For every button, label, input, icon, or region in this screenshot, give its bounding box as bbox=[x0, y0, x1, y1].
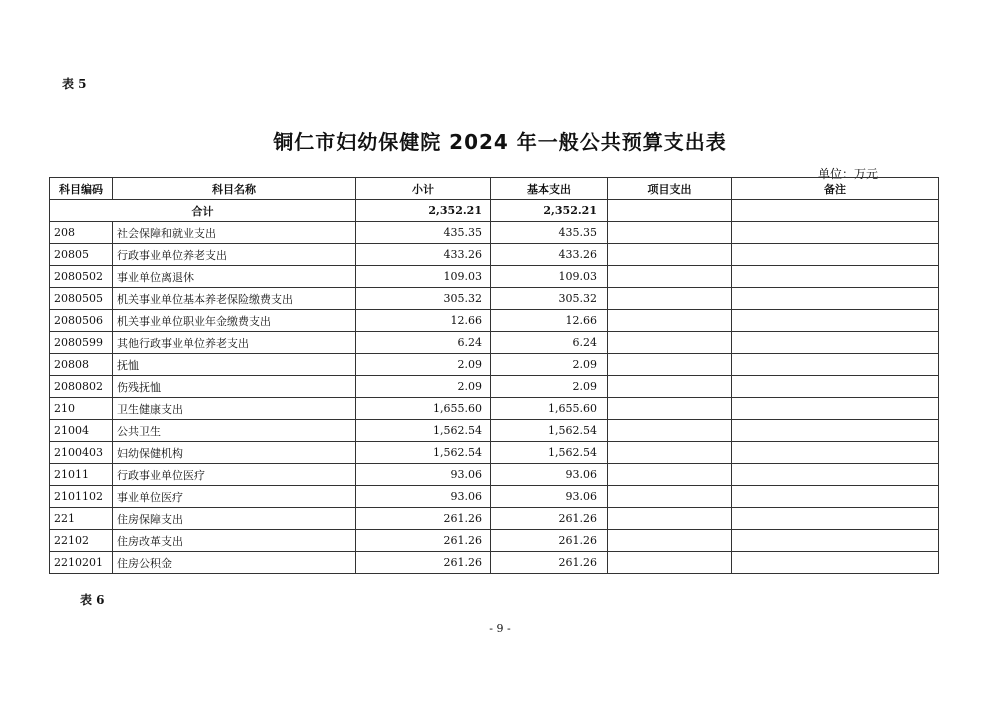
row-project bbox=[608, 244, 732, 266]
unit-label: 单位：万元 bbox=[818, 167, 879, 181]
row-basic: 305.32 bbox=[491, 288, 608, 310]
row-subtotal: 6.24 bbox=[356, 332, 491, 354]
row-project bbox=[608, 464, 732, 486]
row-basic: 109.03 bbox=[491, 266, 608, 288]
table-row bbox=[50, 222, 939, 244]
budget-expenditure-table bbox=[49, 177, 939, 574]
row-subtotal: 433.26 bbox=[356, 244, 491, 266]
row-remark bbox=[732, 508, 939, 530]
row-basic: 93.06 bbox=[491, 486, 608, 508]
row-project bbox=[608, 442, 732, 464]
row-project bbox=[608, 222, 732, 244]
row-basic: 435.35 bbox=[491, 222, 608, 244]
row-basic: 12.66 bbox=[491, 310, 608, 332]
total-remark bbox=[732, 200, 939, 222]
col-header-basic: 基本支出 bbox=[491, 178, 608, 200]
col-header-subtotal: 小计 bbox=[356, 178, 491, 200]
row-subtotal: 1,655.60 bbox=[356, 398, 491, 420]
row-name: 行政事业单位医疗 bbox=[113, 464, 356, 486]
table-number-label: 表 5 bbox=[62, 77, 87, 91]
table-row bbox=[50, 464, 939, 486]
row-project bbox=[608, 266, 732, 288]
document-title: 铜仁市妇幼保健院 2024 年一般公共预算支出表 bbox=[273, 130, 727, 154]
row-remark bbox=[732, 530, 939, 552]
row-name: 机关事业单位基本养老保险缴费支出 bbox=[113, 288, 356, 310]
total-row bbox=[50, 200, 939, 222]
col-header-name: 科目名称 bbox=[113, 178, 356, 200]
row-subtotal: 261.26 bbox=[356, 530, 491, 552]
row-code: 20808 bbox=[50, 354, 113, 376]
row-basic: 2.09 bbox=[491, 376, 608, 398]
row-basic: 1,655.60 bbox=[491, 398, 608, 420]
row-subtotal: 12.66 bbox=[356, 310, 491, 332]
row-name: 住房改革支出 bbox=[113, 530, 356, 552]
row-name: 抚恤 bbox=[113, 354, 356, 376]
row-project bbox=[608, 376, 732, 398]
row-name: 住房保障支出 bbox=[113, 508, 356, 530]
col-header-code: 科目编码 bbox=[50, 178, 113, 200]
row-project bbox=[608, 332, 732, 354]
row-remark bbox=[732, 464, 939, 486]
row-remark bbox=[732, 332, 939, 354]
row-project bbox=[608, 552, 732, 574]
row-code: 2080599 bbox=[50, 332, 113, 354]
total-label: 合计 bbox=[50, 200, 356, 222]
row-subtotal: 2.09 bbox=[356, 354, 491, 376]
row-project bbox=[608, 354, 732, 376]
row-name: 妇幼保健机构 bbox=[113, 442, 356, 464]
row-name: 公共卫生 bbox=[113, 420, 356, 442]
table-row bbox=[50, 486, 939, 508]
row-name: 机关事业单位职业年金缴费支出 bbox=[113, 310, 356, 332]
row-remark bbox=[732, 222, 939, 244]
table-row bbox=[50, 530, 939, 552]
table-row bbox=[50, 420, 939, 442]
table-row bbox=[50, 398, 939, 420]
col-header-project: 项目支出 bbox=[608, 178, 732, 200]
row-name: 事业单位医疗 bbox=[113, 486, 356, 508]
row-basic: 93.06 bbox=[491, 464, 608, 486]
table-row bbox=[50, 244, 939, 266]
row-subtotal: 435.35 bbox=[356, 222, 491, 244]
row-code: 21011 bbox=[50, 464, 113, 486]
row-name: 行政事业单位养老支出 bbox=[113, 244, 356, 266]
row-code: 2080502 bbox=[50, 266, 113, 288]
row-project bbox=[608, 486, 732, 508]
row-remark bbox=[732, 266, 939, 288]
row-remark bbox=[732, 552, 939, 574]
row-subtotal: 261.26 bbox=[356, 552, 491, 574]
row-remark bbox=[732, 376, 939, 398]
row-remark bbox=[732, 486, 939, 508]
row-subtotal: 1,562.54 bbox=[356, 442, 491, 464]
next-table-label: 表 6 bbox=[80, 593, 105, 607]
row-project bbox=[608, 288, 732, 310]
row-remark bbox=[732, 288, 939, 310]
table-row bbox=[50, 266, 939, 288]
row-remark bbox=[732, 442, 939, 464]
row-remark bbox=[732, 244, 939, 266]
row-remark bbox=[732, 310, 939, 332]
row-subtotal: 305.32 bbox=[356, 288, 491, 310]
row-project bbox=[608, 398, 732, 420]
row-code: 2080802 bbox=[50, 376, 113, 398]
row-remark bbox=[732, 420, 939, 442]
row-basic: 261.26 bbox=[491, 552, 608, 574]
row-name: 事业单位离退休 bbox=[113, 266, 356, 288]
total-subtotal: 2,352.21 bbox=[356, 200, 491, 222]
row-name: 伤残抚恤 bbox=[113, 376, 356, 398]
row-subtotal: 93.06 bbox=[356, 464, 491, 486]
row-code: 2080506 bbox=[50, 310, 113, 332]
row-basic: 2.09 bbox=[491, 354, 608, 376]
row-code: 2101102 bbox=[50, 486, 113, 508]
row-project bbox=[608, 420, 732, 442]
table-header-row bbox=[50, 178, 939, 200]
row-name: 卫生健康支出 bbox=[113, 398, 356, 420]
row-subtotal: 93.06 bbox=[356, 486, 491, 508]
row-code: 21004 bbox=[50, 420, 113, 442]
row-code: 2210201 bbox=[50, 552, 113, 574]
row-basic: 433.26 bbox=[491, 244, 608, 266]
row-subtotal: 1,562.54 bbox=[356, 420, 491, 442]
row-code: 20805 bbox=[50, 244, 113, 266]
table-row bbox=[50, 288, 939, 310]
row-code: 2100403 bbox=[50, 442, 113, 464]
row-name: 社会保障和就业支出 bbox=[113, 222, 356, 244]
table-row bbox=[50, 354, 939, 376]
row-code: 2080505 bbox=[50, 288, 113, 310]
row-code: 210 bbox=[50, 398, 113, 420]
row-basic: 261.26 bbox=[491, 530, 608, 552]
row-project bbox=[608, 530, 732, 552]
table-row bbox=[50, 332, 939, 354]
total-project bbox=[608, 200, 732, 222]
table-row bbox=[50, 552, 939, 574]
row-basic: 1,562.54 bbox=[491, 420, 608, 442]
row-basic: 261.26 bbox=[491, 508, 608, 530]
total-basic: 2,352.21 bbox=[491, 200, 608, 222]
row-subtotal: 2.09 bbox=[356, 376, 491, 398]
row-subtotal: 261.26 bbox=[356, 508, 491, 530]
table-row bbox=[50, 310, 939, 332]
row-name: 住房公积金 bbox=[113, 552, 356, 574]
table-row bbox=[50, 442, 939, 464]
col-header-remark: 备注 bbox=[732, 178, 939, 200]
row-basic: 6.24 bbox=[491, 332, 608, 354]
row-project bbox=[608, 508, 732, 530]
row-subtotal: 109.03 bbox=[356, 266, 491, 288]
row-remark bbox=[732, 354, 939, 376]
row-code: 208 bbox=[50, 222, 113, 244]
row-basic: 1,562.54 bbox=[491, 442, 608, 464]
row-project bbox=[608, 310, 732, 332]
table-row bbox=[50, 376, 939, 398]
page-number: - 9 - bbox=[489, 622, 511, 635]
table-row bbox=[50, 508, 939, 530]
row-code: 221 bbox=[50, 508, 113, 530]
row-remark bbox=[732, 398, 939, 420]
row-code: 22102 bbox=[50, 530, 113, 552]
row-name: 其他行政事业单位养老支出 bbox=[113, 332, 356, 354]
